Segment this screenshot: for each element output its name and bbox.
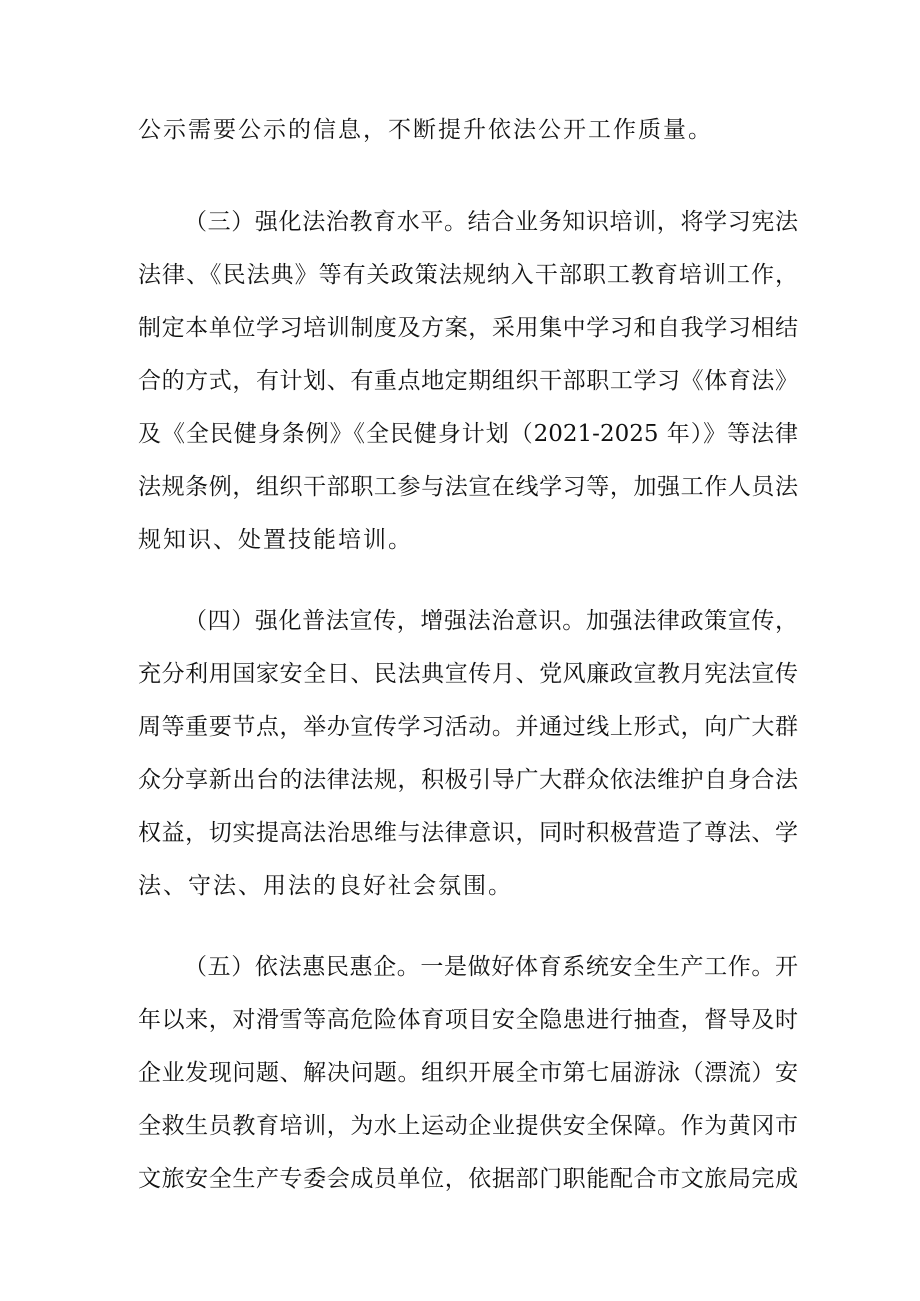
text-line: （五）依法惠民惠企。一是做好体育系统安全生产工作。开 — [184, 954, 798, 980]
text-line: 及《全民健身条例》《全民健身计划（2021-2025 年）》等法律 — [138, 421, 798, 447]
text-line: 法规条例，组织干部职工参与法宣在线学习等，加强工作人员法 — [138, 474, 798, 500]
text-line: 法律、《民法典》等有关政策法规纳入干部职工教育培训工作， — [138, 262, 798, 288]
text-line: 年以来，对滑雪等高危险体育项目安全隐患进行抽查，督导及时 — [138, 1007, 798, 1033]
paragraph-benefit-people-enterprises — [138, 941, 798, 1206]
paragraph-legal-education — [138, 196, 798, 567]
text-line: 充分利用国家安全日、民法典宣传月、党风廉政宣教月宪法宣传 — [138, 661, 798, 687]
text-line: 周等重要节点，举办宣传学习活动。并通过线上形式，向广大群 — [138, 714, 798, 740]
paragraph-disclosure-continuation — [138, 104, 798, 157]
text-line: （三）强化法治教育水平。结合业务知识培训，将学习宪法 — [184, 209, 798, 235]
text-line: 企业发现问题、解决问题。组织开展全市第七届游泳（漂流）安 — [138, 1060, 798, 1086]
text-line: 公示需要公示的信息，不断提升依法公开工作质量。 — [138, 117, 713, 143]
text-line: 规知识、处置技能培训。 — [138, 527, 413, 553]
text-line: 合的方式，有计划、有重点地定期组织干部职工学习《体育法》 — [138, 368, 798, 394]
paragraph-law-publicity — [138, 595, 798, 913]
text-line: （四）强化普法宣传，增强法治意识。加强法律政策宣传， — [184, 608, 798, 634]
text-line: 全救生员教育培训，为水上运动企业提供安全保障。作为黄冈市 — [138, 1113, 798, 1139]
text-line: 权益，切实提高法治思维与法律意识，同时积极营造了尊法、学 — [138, 820, 798, 846]
text-line: 文旅安全生产专委会成员单位，依据部门职能配合市文旅局完成 — [138, 1166, 798, 1192]
text-line: 众分享新出台的法律法规，积极引导广大群众依法维护自身合法 — [138, 767, 798, 793]
text-line: 法、守法、用法的良好社会氛围。 — [138, 873, 513, 899]
text-line: 制定本单位学习培训制度及方案，采用集中学习和自我学习相结 — [138, 315, 798, 341]
